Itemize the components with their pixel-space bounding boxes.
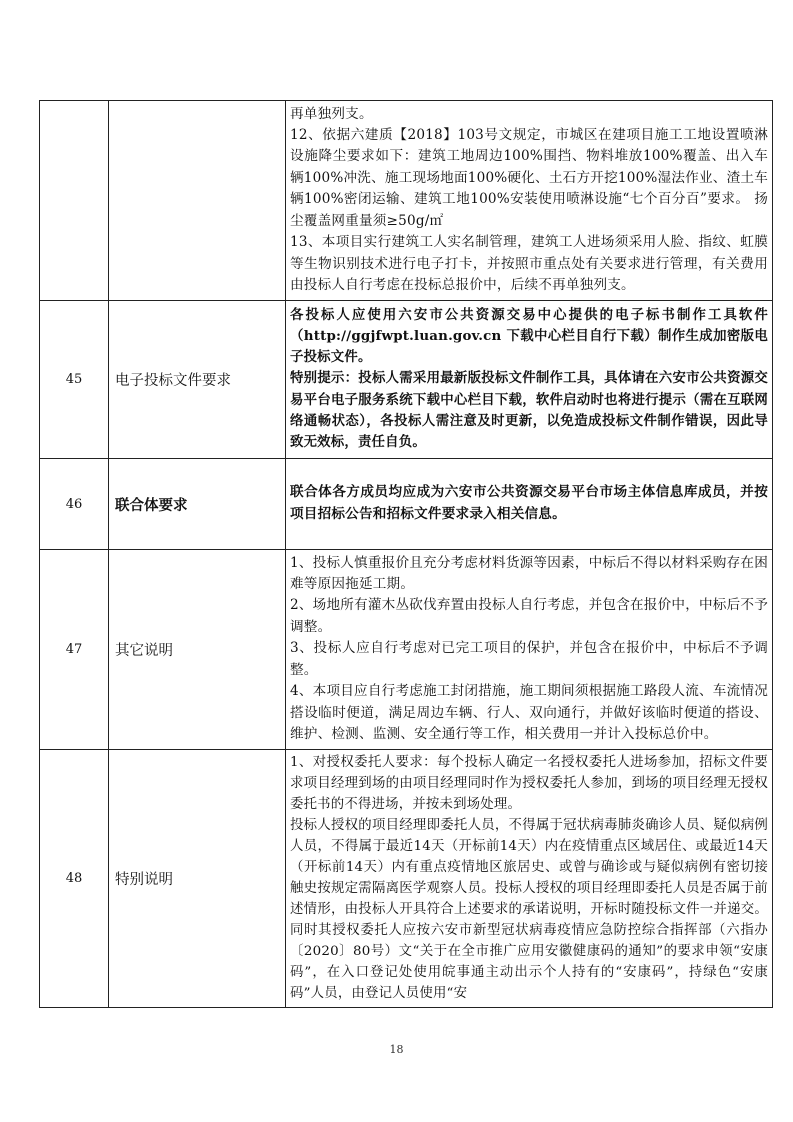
row-number: 45 [40,301,109,459]
table-row-47 [40,550,773,750]
requirements-table [39,100,773,1008]
content-paragraph: 投标人授权的项目经理即委托人员，不得属于冠状病毒肺炎确诊人员、疑似病例人员，不得属于最近14天（开标前14天）内在疫情重点区域居住、或最近14天（开标前14天）内有重点疫情地区旅居史、或曾与确诊或与疑似病例有密切接触史按规定需隔离医学观察人员。投标人授权的项目经理即委托人员是否属于前述情形，由投标人开具符合上述要求的承诺说明，开标时随投标文件一并递交。同时其授权委托人应按六安市新型冠状病毒疫情应急防控综合指挥部（六指办〔2020〕80号）文“关于在全市推广应用安徽健康码的通知”的要求申领“安康码”，在入口登记处使用皖事通主动出示个人持有的“安康码”，持绿色“安康码”人员，由登记人员使用“安 [290,818,768,1001]
content-paragraph: 3、投标人应自行考虑对已完工项目的保护，并包含在报价中，中标后不予调整。 [290,640,768,678]
table-row-45 [40,301,773,459]
content-paragraph: 特别提示：投标人需采用最新版投标文件制作工具，具体请在六安市公共资源交易平台电子服务系统下载中心栏目下载，软件启动时也将进行提示（需在互联网络通畅状态），各投标人需注意及时更新，以免造成投标文件制作错误，因此导致无效标，责任自负。 [290,370,768,450]
row-label: 联合体要求 [109,459,286,550]
row-content [286,101,773,301]
row-number: 48 [40,750,109,1008]
row-number: 46 [40,459,109,550]
table-row-48 [40,750,773,1008]
row-label: 电子投标文件要求 [109,301,286,459]
row-content [286,301,773,459]
table-row-46 [40,459,773,550]
page-number: 18 [389,1043,404,1056]
row-content [286,750,773,1008]
content-paragraph: 4、本项目应自行考虑施工封闭措施，施工期间须根据施工路段人流、车流情况搭设临时便道，满足周边车辆、行人、双向通行，并做好该临时便道的搭设、维护、检测、监测、安全通行等工作，相关费用一并计入投标总价中。 [290,683,768,742]
row-label: 特别说明 [109,750,286,1008]
row-number: 47 [40,550,109,750]
row-content [286,550,773,750]
content-paragraph: 联合体各方成员均应成为六安市公共资源交易平台市场主体信息库成员，并按项目招标公告和招标文件要求录入相关信息。 [290,484,768,522]
table-row-continued [40,101,773,301]
content-paragraph: 2、场地所有灌木丛砍伐弃置由投标人自行考虑，并包含在报价中，中标后不予调整。 [290,597,768,635]
content-paragraph: 1、对授权委托人要求：每个投标人确定一名授权委托人进场参加，招标文件要求项目经理到场的由项目经理同时作为授权委托人参加，到场的项目经理无授权委托书的不得进场，并按未到场处理。 [290,755,768,812]
content-paragraph: 1、投标人慎重报价且充分考虑材料货源等因素，中标后不得以材料采购存在困难等原因拖延工期。 [290,554,768,593]
row-label [109,101,286,301]
row-label: 其它说明 [109,550,286,750]
row-number [40,101,109,301]
content-paragraph: 再单独列支。 [290,105,373,122]
content-paragraph: 各投标人应使用六安市公共资源交易中心提供的电子标书制作工具软件（http://ggjfwpt.luan.gov.cn 下载中心栏目自行下载）制作生成加密版电子投标文件。 [290,306,768,366]
content-paragraph: 13、本项目实行建筑工人实名制管理，建筑工人进场须采用人脸、指纹、虹膜等生物识别技术进行电子打卡，并按照市重点处有关要求进行管理，有关费用由投标人自行考虑在投标总报价中，后续不再单独列支。 [290,234,768,293]
content-paragraph: 12、依据六建质【2018】103号文规定，市城区在建项目施工工地设置喷淋设施降尘要求如下：建筑工地周边100%围挡、物料堆放100%覆盖、出入车辆100%冲洗、施工现场地面100%硬化、土石方开挖100%湿法作业、渣土车辆100%密闭运输、建筑工地100%安装使用喷淋设施“七个百分百”要求。 扬尘覆盖网重量须≥50g/㎡ [290,127,768,229]
row-content [286,459,773,550]
